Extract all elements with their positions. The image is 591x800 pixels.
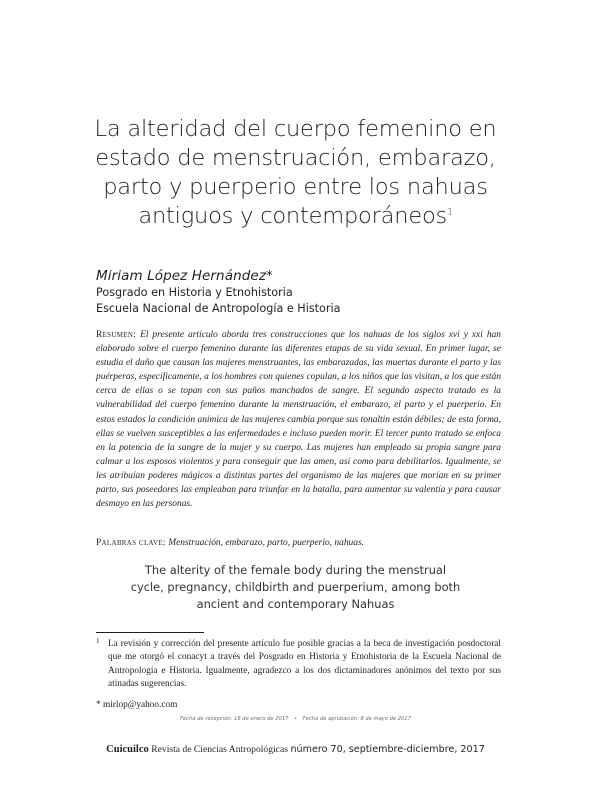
- author-affiliation-2: Escuela Nacional de Antropología e Historia: [96, 302, 341, 315]
- abstract: [96, 328, 501, 511]
- keywords-text: Menstruación, embarazo, parto, puerperio, nahuas.: [168, 538, 365, 548]
- title-line-2: estado de menstruación, embarazo,: [95, 145, 496, 171]
- title-line-1: La alteridad del cuerpo femenino en: [94, 116, 497, 142]
- submission-dates: [0, 716, 591, 722]
- keywords: [96, 536, 501, 550]
- keywords-label: Palabras clave:: [96, 538, 166, 548]
- author-block: [96, 268, 516, 317]
- article-title: [70, 115, 521, 231]
- footnote-mark: 1: [96, 637, 100, 645]
- abstract-text: El presente artículo aborda tres construcciones que los nahuas de los siglos xvi y xxi han elaborado sobre el cuerpo femenino durante las diferentes etapas de su vida sexual. En primer lugar, se estudia el daño que causan las mujeres menstruantes, las embarazadas, las muertas durante el parto y las puérperas, específicamente, a los hombres con quienes copulan, a los niños que las visitan, a los que están cerca de ellas o se topan con sus paños manchados de sangre. El segundo aspecto tratado es la vulnerabilidad del cuerpo femenino durante la menstruación, el embarazo, el parto y el puerperio. En estos estados la condición anímica de las mujeres cambia porque sus tonaltin están débiles; de esta forma, ellas se vuelven susceptibles a las enfermedades e incluso pueden morir. El tercer punto tratado se enfoca en la potencia de la sangre de la mujer y su cuerpo. Las mujeres han empleado su propia sangre para calmar a los esposos violentos y para conseguir que las amen, así como para debilitarlos. Igualmente, se les atribuían poderes mágicos a distintas partes del organismo de las mujeres que morían en su primer parto, sus poseedores las empleaban para triunfar en la batalla, para aumentar su valentía y para causar desmayo en las personas.: [96, 330, 501, 510]
- abstract-label: Resumen:: [96, 330, 137, 340]
- footnote: [96, 638, 501, 692]
- journal-issue: número 70, septiembre-diciembre, 2017: [290, 744, 485, 755]
- date-separator: •: [294, 716, 298, 722]
- approved-date: Fecha de aprobación: 8 de mayo de 2017: [302, 716, 412, 722]
- title-line-4: [70, 202, 521, 231]
- title-footnote-ref[interactable]: 1: [447, 207, 453, 218]
- footnote-divider: [96, 632, 204, 633]
- journal-subtitle: Revista de Ciencias Antropológicas: [151, 744, 288, 755]
- received-date: Fecha de recepción: 18 de enero de 2017: [179, 716, 289, 722]
- title-line-3: parto y puerperio entre los nahuas: [103, 174, 488, 200]
- english-title: The alterity of the female body during the menstrual cycle, pregnancy, childbirth and puerperium, among both ancient and contemporary Nahuas: [130, 563, 461, 611]
- journal-footer: [0, 744, 591, 755]
- author-email[interactable]: * mirlop@yahoo.com: [96, 700, 178, 710]
- author-name: Miriam López Hernández*: [96, 268, 273, 284]
- title-line-4-text: antiguos y contemporáneos: [138, 203, 448, 229]
- footnote-text: La revisión y corrección del presente artículo fue posible gracias a la beca de investigación posdoctoral que me otorgó el conacyt a través del Posgrado en Historia y Etnohistoria de la Escuela Nacional de Antropología e Historia. Igualmente, agradezco a los dos dictaminadores anónimos del texto por sus atinadas sugerencias.: [108, 639, 501, 690]
- journal-name: Cuicuilco: [106, 744, 149, 755]
- author-affiliation-1: Posgrado en Historia y Etnohistoria: [96, 286, 293, 299]
